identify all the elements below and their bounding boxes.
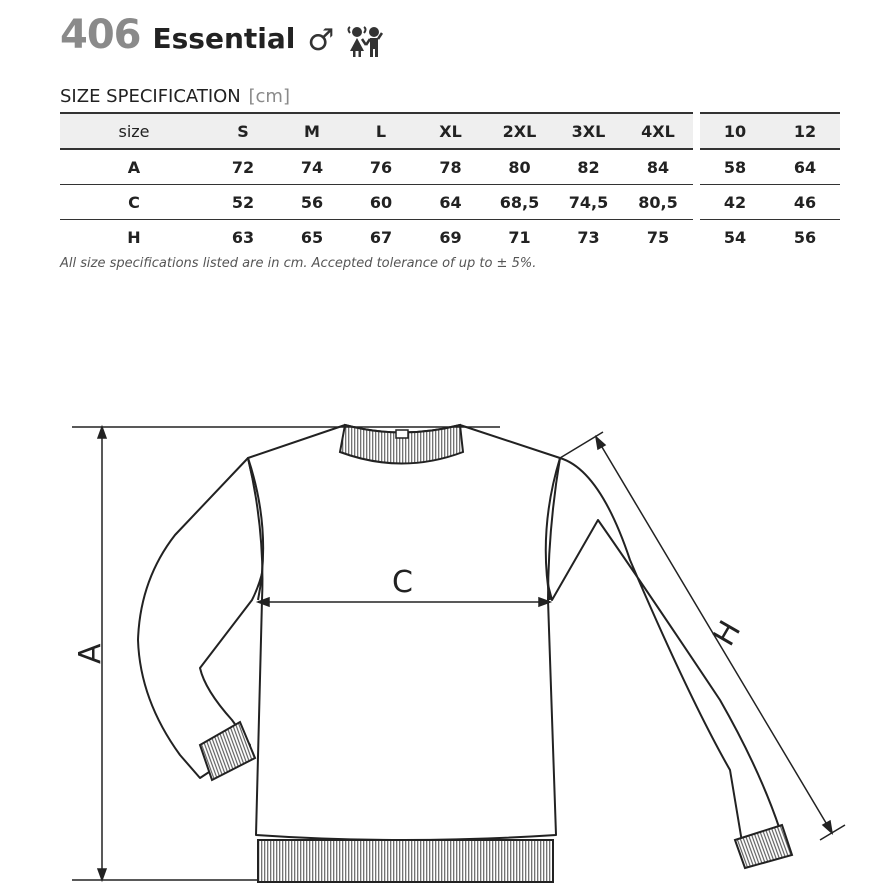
table-cell: 78: [416, 149, 485, 185]
table-cell: 74: [278, 149, 346, 185]
table-cell: 67: [369, 227, 393, 247]
product-name: Essential: [152, 22, 296, 55]
kids-icon: [346, 25, 384, 57]
column-header: size: [60, 113, 208, 149]
table-cell: 76: [346, 149, 416, 185]
table-cell: 71: [508, 227, 531, 247]
dimension-label-a: A: [73, 643, 108, 664]
dimension-label-c: C: [392, 565, 413, 600]
table-row: [700, 185, 840, 220]
table-cell: 74,5: [554, 185, 623, 220]
size-spec-unit: [cm]: [248, 86, 290, 107]
table-cell: 64: [416, 185, 485, 220]
column-header: XL: [416, 113, 485, 149]
table-cell: 54: [723, 227, 747, 247]
gender-icons: [307, 25, 384, 57]
table-row: [60, 220, 693, 255]
table-cell: 84: [623, 149, 693, 185]
table-cell: 52: [208, 185, 278, 220]
table-cell: 56: [278, 185, 346, 220]
column-header: 4XL: [623, 113, 693, 149]
table-cell: 56: [793, 227, 817, 247]
row-label: A: [60, 149, 208, 185]
column-header: S: [208, 113, 278, 149]
neck-label-tag: [396, 430, 408, 438]
table-cell: 80,5: [623, 185, 693, 220]
table-row: [60, 185, 693, 220]
row-label: H: [127, 227, 141, 247]
table-cell: 82: [554, 149, 623, 185]
sweatshirt-outline: [138, 425, 780, 842]
table-cell: 58: [700, 149, 770, 185]
kids-size-table: [700, 112, 840, 254]
column-header: 2XL: [485, 113, 554, 149]
column-header: M: [278, 113, 346, 149]
size-spec-heading: SIZE SPECIFICATION: [60, 86, 241, 107]
column-header: 3XL: [554, 113, 623, 149]
column-header: 10: [700, 113, 770, 149]
table-cell: 42: [700, 185, 770, 220]
column-header: L: [346, 113, 416, 149]
adult-size-table: [60, 112, 693, 254]
table-row: [60, 149, 693, 185]
table-cell: 46: [770, 185, 840, 220]
size-spec-title: [60, 86, 290, 107]
row-label: C: [60, 185, 208, 220]
table-row: [700, 220, 840, 255]
table-cell: 65: [300, 227, 324, 247]
table-cell: 68,5: [485, 185, 554, 220]
table-cell: 63: [231, 227, 255, 247]
table-header-row: [60, 113, 693, 149]
table-cell: 80: [485, 149, 554, 185]
tolerance-note: All size specifications listed are in cm. Accepted tolerance of up to ± 5%.: [60, 256, 537, 271]
table-cell: 69: [439, 227, 462, 247]
table-cell: 73: [577, 227, 600, 247]
product-header: [60, 12, 384, 58]
male-icon: ♂: [307, 23, 335, 58]
table-cell: 60: [346, 185, 416, 220]
model-number: 406: [60, 12, 141, 58]
column-header: 12: [770, 113, 840, 149]
table-cell: 64: [770, 149, 840, 185]
table-row: [700, 149, 840, 185]
table-cell: 75: [646, 227, 670, 247]
table-header-row: [700, 113, 840, 149]
table-cell: 72: [208, 149, 278, 185]
dimension-label-h: H: [706, 614, 749, 652]
waistband: [258, 840, 553, 882]
sweatshirt-diagram: [0, 400, 869, 894]
dimension-h: [560, 432, 845, 840]
